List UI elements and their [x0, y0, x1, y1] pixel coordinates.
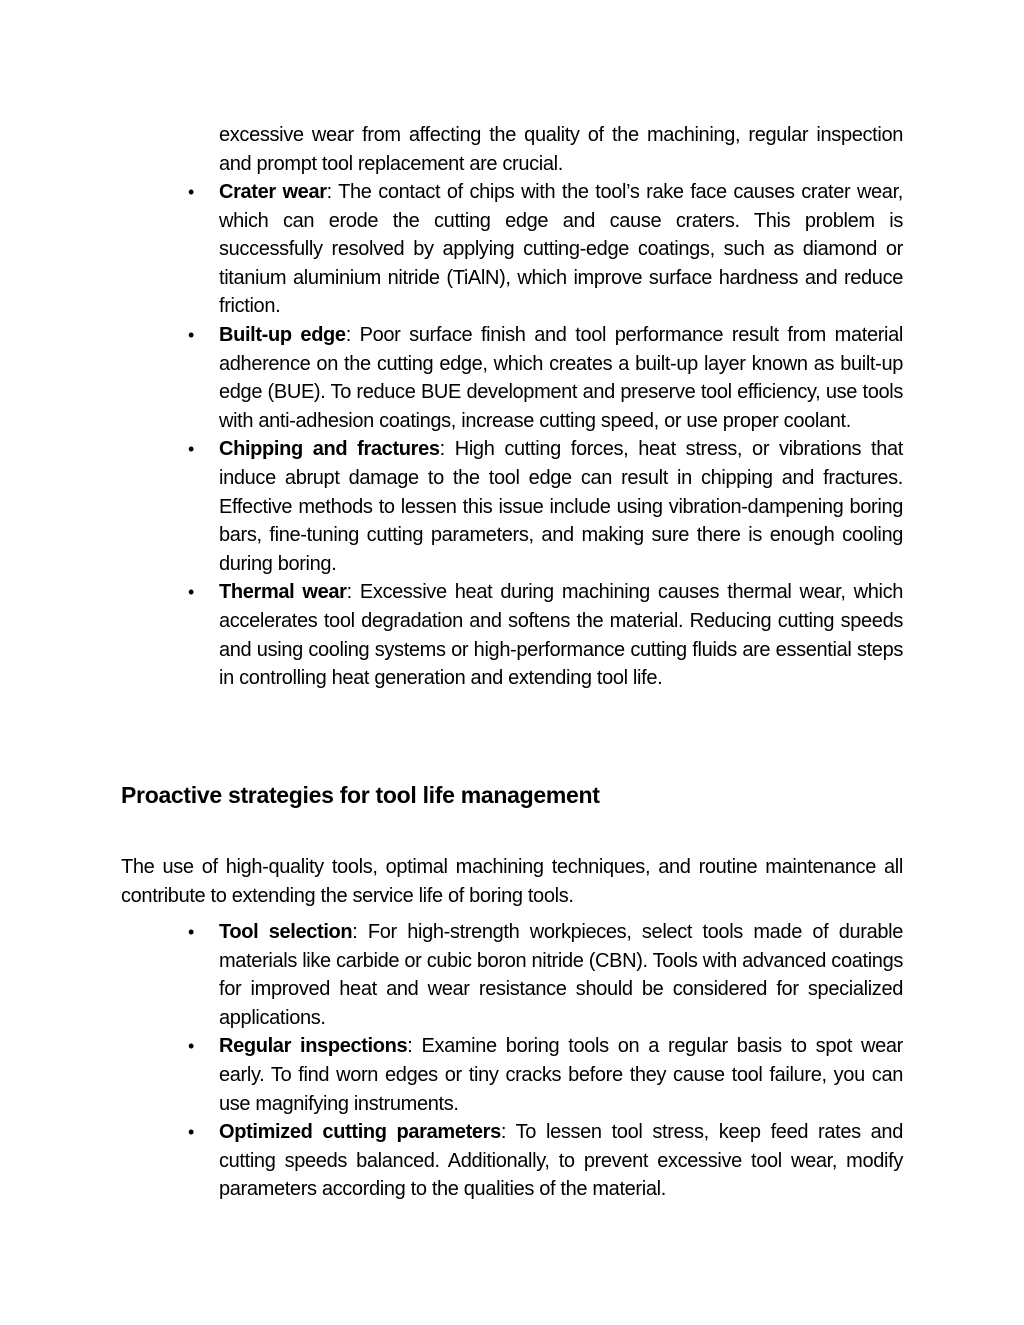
bullet-icon: • — [188, 1036, 194, 1057]
bullet-icon: • — [188, 439, 194, 460]
list-item — [188, 578, 904, 692]
bullet-icon: • — [188, 324, 194, 345]
bullet-icon: • — [188, 922, 194, 942]
continuation-paragraph: excessive wear from affecting the quality of the machining, regular inspection and prompt tool replacement are crucial. — [219, 124, 903, 175]
list-item-text: : Poor surface finish and tool performance result from material adherence on the cutting edge, which creates a built-up layer known as built-up edge (BUE). To reduce BUE development and preserve tool efficiency, use tools with anti-adhesion coatings, increase cutting speed, or use proper coolant. — [219, 323, 904, 432]
list-item-term: Thermal wear — [219, 581, 347, 604]
list-item — [188, 918, 903, 1032]
list-item-text: : For high-strength workpieces, select tools made of durable materials like carbide or cubic boron nitride (CBN). Tools with advanced coatings for improved heat and wear resistance should be considered for specialized applications. — [219, 921, 903, 1029]
list-item-term: Built-up edge — [219, 323, 346, 346]
list-item-text: : High cutting forces, heat stress, or vibrations that induce abrupt damage to the tool edge can result in chipping and fractures. Effective methods to lessen this issue include using vibration-dampening boring bars, fine-tuning cutting parameters, and making sure there is enough cooling during boring. — [219, 438, 903, 575]
section-heading: Proactive strategies for tool life management — [121, 782, 600, 808]
list-item — [188, 1032, 903, 1118]
bullet-icon: • — [188, 1122, 194, 1143]
list-item — [188, 321, 904, 435]
list-item-text: : Examine boring tools on a regular basis to spot wear early. To find worn edges or tiny cracks before they cause tool failure, you can use magnifying instruments. — [219, 1035, 903, 1115]
list-item-term: Crater wear — [219, 181, 327, 203]
bullet-icon: • — [188, 182, 194, 202]
list-item-term: Tool selection — [219, 921, 353, 943]
list-item-term: Chipping and fractures — [219, 438, 440, 461]
wear-types-list — [188, 178, 904, 693]
list-item — [188, 435, 903, 578]
list-item-term: Optimized cutting parameters — [219, 1121, 501, 1144]
list-item — [188, 178, 903, 321]
list-item-text: : The contact of chips with the tool’s rake face causes crater wear, which can erode the cutting edge and cause craters. This problem is successfully resolved by applying cutting-edge coatings, such as diamond or titanium aluminium nitride (TiAlN), which improve surface hardness and reduce friction. — [219, 181, 903, 318]
bullet-icon: • — [188, 582, 194, 603]
strategies-list — [188, 918, 903, 1204]
list-item-text: : To lessen tool stress, keep feed rates and cutting speeds balanced. Additionally, to prevent excessive tool wear, modify parameters according to the qualities of the material. — [219, 1121, 903, 1201]
intro-paragraph: The use of high-quality tools, optimal machining techniques, and routine maintenance all contribute to extending the service life of boring tools. — [121, 856, 903, 907]
list-item-term: Regular inspections — [219, 1035, 408, 1058]
list-item-text: : Excessive heat during machining causes thermal wear, which accelerates tool degradation and softens the material. Reducing cutting speeds and using cooling systems or high-performance cutting fluids are essential steps in controlling heat generation and extending tool life. — [219, 581, 904, 690]
list-item — [188, 1118, 903, 1204]
